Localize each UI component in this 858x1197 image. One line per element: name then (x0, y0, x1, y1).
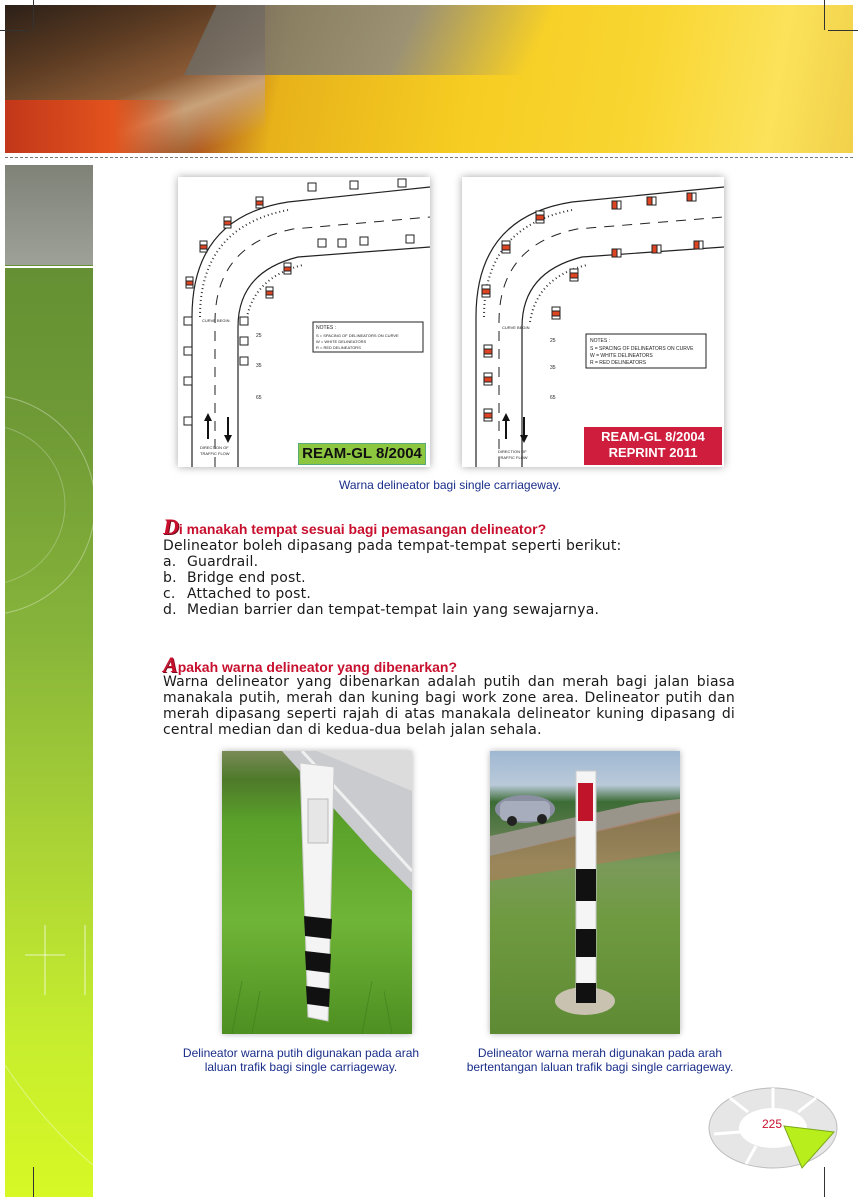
page-number: 225 (762, 1117, 783, 1131)
list-label: d. (163, 602, 177, 618)
sidebar-decoration (5, 165, 93, 1197)
distance-label: 65 (256, 395, 262, 401)
distance-label: 65 (550, 395, 556, 401)
section1-body (163, 538, 735, 618)
distance-label: 35 (550, 365, 556, 371)
list-text: Bridge end post. (187, 570, 306, 586)
ream-gl-badge: REAM-GL 8/2004 (298, 443, 426, 465)
list-label: a. (163, 554, 177, 570)
drop-cap: A (163, 652, 178, 677)
distance-label: 25 (550, 338, 556, 344)
delineator-diagram-right (462, 177, 724, 467)
white-delineator-photo (222, 751, 412, 1034)
sidebar-grey-block (5, 165, 93, 265)
badge-line: REAM-GL 8/2004 (601, 429, 705, 444)
sidebar-divider (5, 266, 93, 268)
intro-text: Delineator boleh dipasang pada tempat-tempat seperti berikut: (163, 538, 622, 554)
notes-r: R = RED DELINEATORS (590, 360, 647, 366)
drop-cap: D (163, 514, 179, 539)
location-list (163, 554, 735, 618)
curve-begin-label: CURVE BEGIN (502, 325, 530, 330)
crop-mark (828, 30, 858, 31)
list-text: Median barrier dan tempat-tempat lain yang sewajarnya. (187, 602, 600, 618)
photo-caption-right: Delineator warna merah digunakan pada arah bertentangan laluan trafik bagi single carriageway. (466, 1046, 734, 1074)
curve-begin-label: CURVE BEGIN (202, 318, 230, 323)
header-divider (5, 157, 853, 158)
crop-mark (0, 30, 30, 31)
direction-label: TRAFFIC FLOW (498, 455, 528, 460)
delineator-diagram-left (178, 177, 430, 467)
list-label: b. (163, 570, 177, 586)
crop-mark (33, 0, 34, 30)
notes-w: W = WHITE DELINEATORS (590, 353, 653, 359)
orange-paint-graphic (5, 100, 185, 153)
badge-line: REPRINT 2011 (608, 445, 698, 460)
notes-r: R = RED DELINEATORS (316, 345, 361, 350)
heading-text: i manakah tempat sesuai bagi pemasangan delineator? (178, 521, 547, 537)
direction-label: TRAFFIC FLOW (200, 451, 230, 456)
distance-label: 25 (256, 333, 262, 339)
photo-caption-left: Delineator warna putih digunakan pada arah laluan trafik bagi single carriageway. (182, 1046, 420, 1074)
list-item (163, 554, 735, 570)
notes-w: W = WHITE DELINEATORS (316, 339, 367, 344)
red-delineator-photo (490, 751, 680, 1034)
crop-mark (33, 1167, 34, 1197)
direction-label: DIRECTION OF (498, 449, 527, 454)
ream-gl-reprint-badge (584, 427, 722, 465)
direction-label: DIRECTION OF (200, 445, 229, 450)
crop-mark (824, 0, 825, 30)
figure-caption: Warna delineator bagi single carriageway. (338, 478, 562, 492)
list-label: c. (163, 586, 176, 602)
list-text: Attached to post. (187, 586, 311, 602)
distance-label: 35 (256, 363, 262, 369)
list-item (163, 586, 735, 602)
heading-text: pakah warna delineator yang dibenarkan? (177, 659, 457, 675)
notes-title: NOTES : (590, 338, 611, 344)
section-heading (163, 514, 546, 540)
list-item (163, 602, 735, 618)
asphalt-graphic (184, 5, 566, 75)
notes-title: NOTES : (316, 325, 337, 331)
notes-s: S = SPACING OF DELINEATORS ON CURVE (590, 346, 694, 352)
header-banner-image (5, 5, 853, 153)
notes-s: S = SPACING OF DELINEATORS ON CURVE (316, 333, 399, 338)
list-text: Guardrail. (187, 554, 259, 570)
section2-paragraph: Warna delineator yang dibenarkan adalah putih dan merah bagi jalan biasa manakala putih, merah dan kuning bagi work zone area. Delineator putih dan merah dipasang seperti rajah di atas manakala delineator kuning dipasang di central median dan di kedua-dua belah jalan sehala. (163, 674, 735, 738)
list-item (163, 570, 735, 586)
